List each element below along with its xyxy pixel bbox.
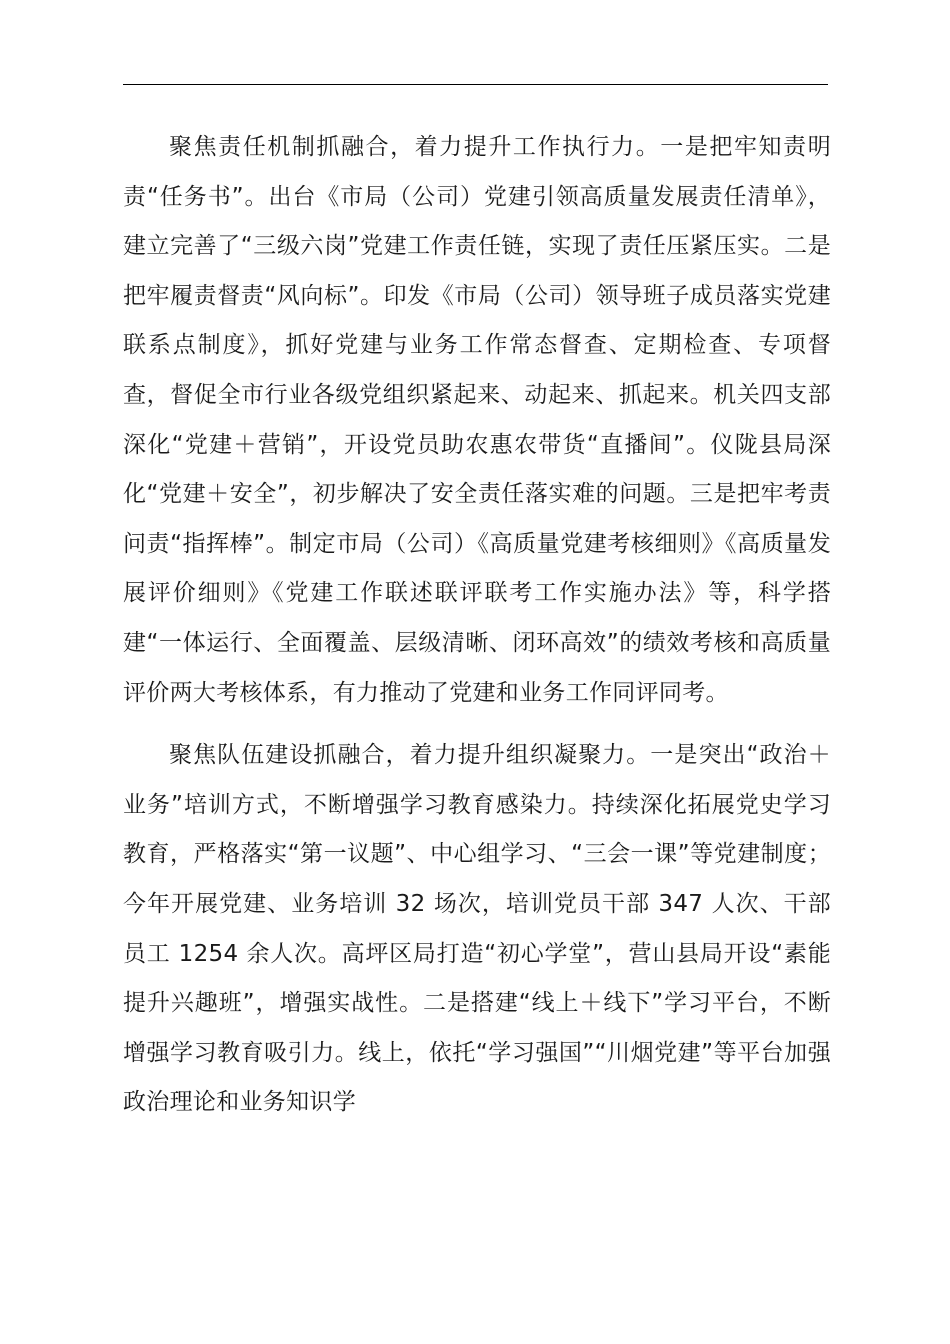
document-body <box>123 123 831 1128</box>
paragraph-responsibility-mechanism: 聚焦责任机制抓融合，着力提升工作执行力。一是把牢知责明责“任务书”。出台《市局（公司）党建引领高质量发展责任清单》，建立完善了“三级六岗”党建工作责任链，实现了责任压紧压实。二是把牢履责督责“风向标”。印发《市局（公司）领导班子成员落实党建联系点制度》，抓好党建与业务工作常态督查、定期检查、专项督查，督促全市行业各级党组织紧起来、动起来、抓起来。机关四支部深化“党建＋营销”，开设党员助农惠农带货“直播间”。仪陇县局深化“党建＋安全”，初步解决了安全责任落实难的问题。三是把牢考责问责“指挥棒”。制定市局（公司）《高质量党建考核细则》《高质量发展评价细则》《党建工作联述联评联考工作实施办法》等，科学搭建“一体运行、全面覆盖、层级清晰、闭环高效”的绩效考核和高质量评价两大考核体系，有力推动了党建和业务工作同评同考。 <box>123 134 831 706</box>
header-rule <box>123 84 828 85</box>
paragraph-team-building: 聚焦队伍建设抓融合，着力提升组织凝聚力。一是突出“政治＋业务”培训方式，不断增强学习教育感染力。持续深化拓展党史学习教育，严格落实“第一议题”、中心组学习、“三会一课”等党建制度；今年开展党建、业务培训 32 场次，培训党员干部 347 人次、干部员工 1254 余人次。高坪区局打造“初心学堂”，营山县局开设“素能提升兴趣班”，增强实战性。二是搭建“线上＋线下”学习平台，不断增强学习教育吸引力。线上，依托“学习强国”“川烟党建”等平台加强政治理论和业务知识学 <box>123 742 831 1116</box>
